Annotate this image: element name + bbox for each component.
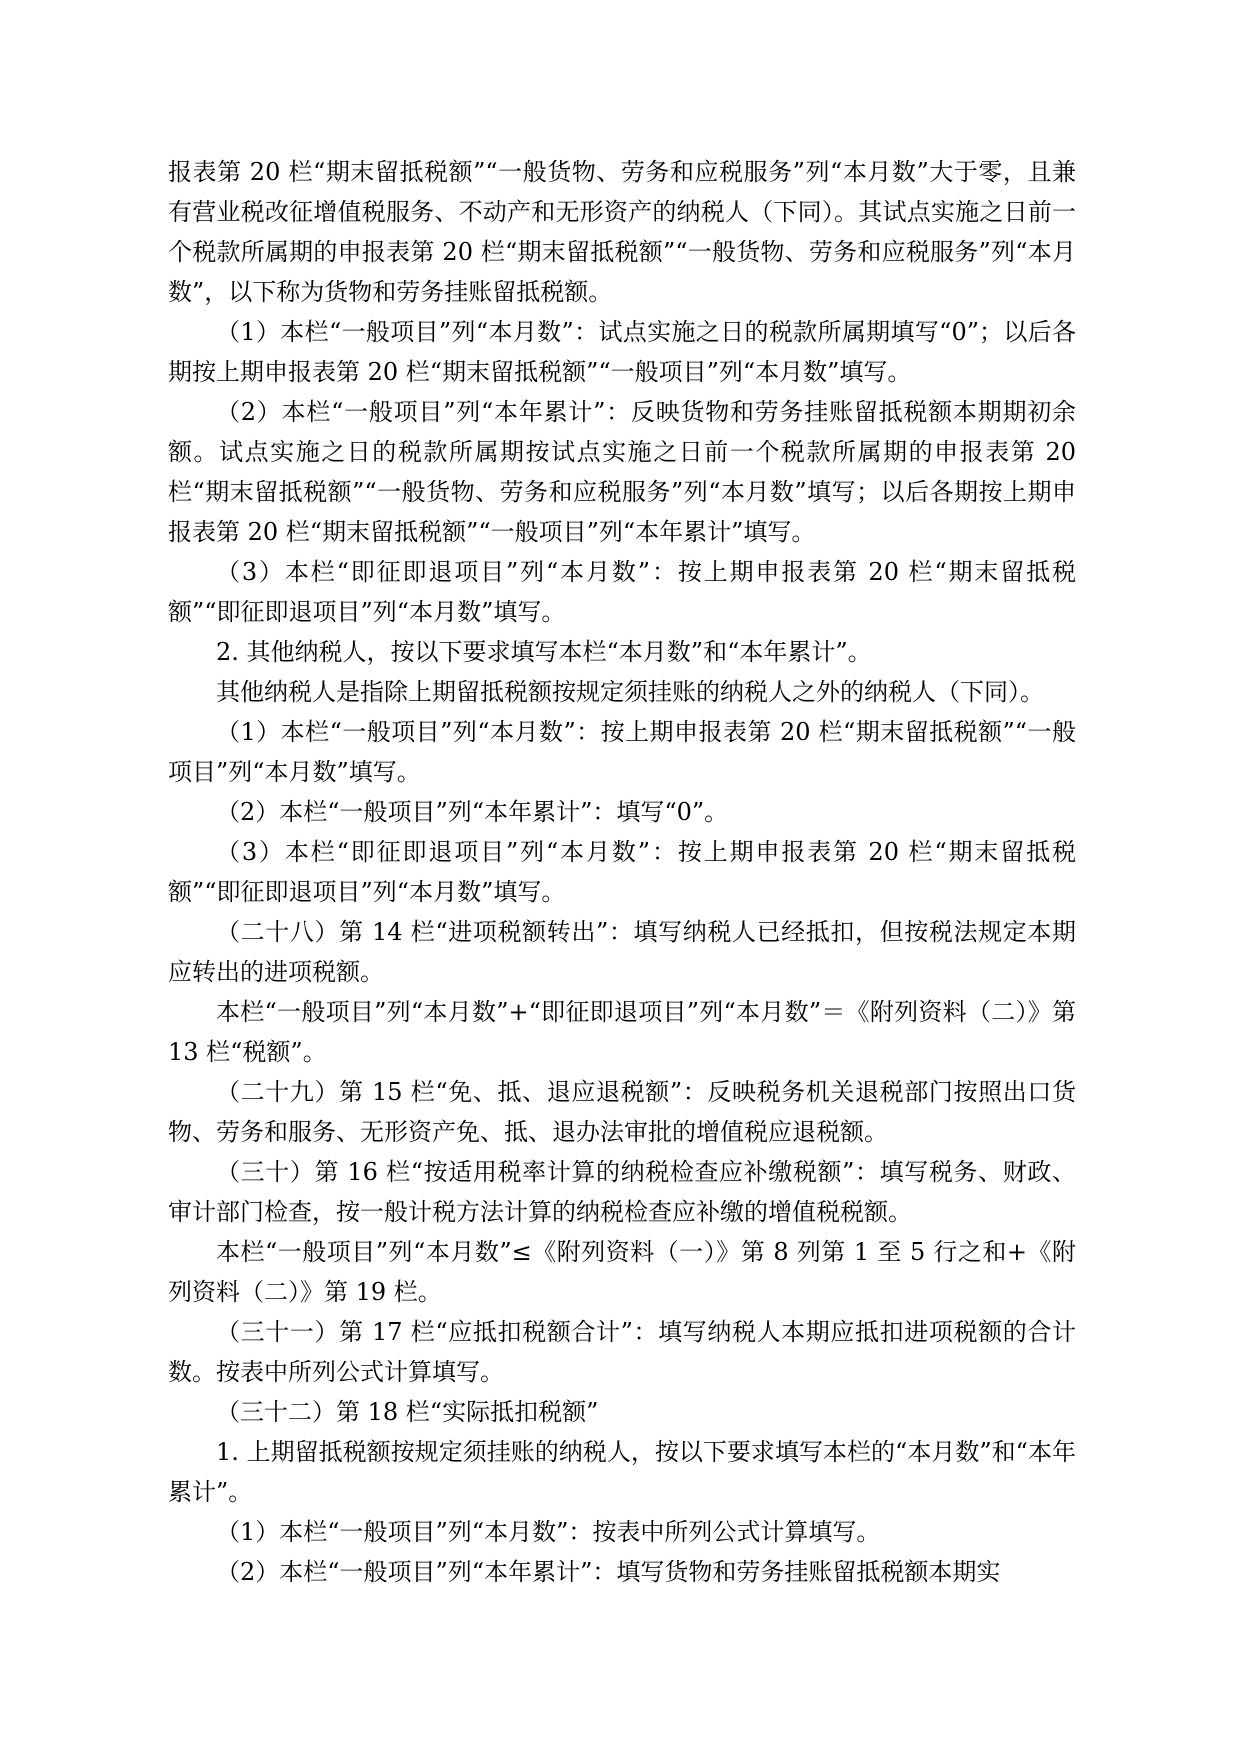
paragraph: （3）本栏“即征即退项目”列“本月数”：按上期申报表第 20 栏“期末留抵税额”“即征即退项目”列“本月数”填写。 xyxy=(168,558,1076,626)
paragraph: （3）本栏“即征即退项目”列“本月数”：按上期申报表第 20 栏“期末留抵税额”“即征即退项目”列“本月数”填写。 xyxy=(168,838,1076,906)
paragraph: 本栏“一般项目”列“本月数”≤《附列资料（一）》第 8 列第 1 至 5 行之和+《附列资料（二）》第 19 栏。 xyxy=(168,1238,1076,1306)
paragraph: （2）本栏“一般项目”列“本年累计”：反映货物和劳务挂账留抵税额本期期初余额。试点实施之日的税款所属期按试点实施之日前一个税款所属期的申报表第 20 栏“期末留抵税额”“一般货物、劳务和应税服务”列“本月数”填写；以后各期按上期申报表第 20 栏“期末留抵税额”“一般项目”列“本年累计”填写。 xyxy=(168,398,1076,546)
paragraph: （1）本栏“一般项目”列“本月数”：试点实施之日的税款所属期填写“0”；以后各期按上期申报表第 20 栏“期末留抵税额”“一般项目”列“本月数”填写。 xyxy=(168,318,1076,386)
paragraph: 本栏“一般项目”列“本月数”+“即征即退项目”列“本月数”＝《附列资料（二）》第 13 栏“税额”。 xyxy=(168,998,1076,1066)
paragraph: 报表第 20 栏“期末留抵税额”“一般货物、劳务和应税服务”列“本月数”大于零，且兼有营业税改征增值税服务、不动产和无形资产的纳税人（下同）。其试点实施之日前一个税款所属期的申报表第 20 栏“期末留抵税额”“一般货物、劳务和应税服务”列“本月数”，以下称为货物和劳务挂账留抵税额。 xyxy=(168,158,1076,306)
paragraph: （二十八）第 14 栏“进项税额转出”：填写纳税人已经抵扣，但按税法规定本期应转出的进项税额。 xyxy=(168,918,1076,986)
paragraph: （2）本栏“一般项目”列“本年累计”：填写货物和劳务挂账留抵税额本期实 xyxy=(216,1558,1001,1586)
paragraph: （二十九）第 15 栏“免、抵、退应退税额”：反映税务机关退税部门按照出口货物、劳务和服务、无形资产免、抵、退办法审批的增值税应退税额。 xyxy=(168,1078,1076,1146)
paragraph: （1）本栏“一般项目”列“本月数”：按表中所列公式计算填写。 xyxy=(216,1518,881,1546)
paragraph: （1）本栏“一般项目”列“本月数”：按上期申报表第 20 栏“期末留抵税额”“一般项目”列“本月数”填写。 xyxy=(168,718,1076,786)
paragraph: （三十）第 16 栏“按适用税率计算的纳税检查应补缴税额”：填写税务、财政、审计部门检查，按一般计税方法计算的纳税检查应补缴的增值税税额。 xyxy=(168,1158,1076,1226)
paragraph: 2. 其他纳税人，按以下要求填写本栏“本月数”和“本年累计”。 xyxy=(216,638,872,666)
paragraph: （三十一）第 17 栏“应抵扣税额合计”：填写纳税人本期应抵扣进项税额的合计数。按表中所列公式计算填写。 xyxy=(168,1318,1076,1386)
paragraph: （三十二）第 18 栏“实际抵扣税额” xyxy=(216,1398,599,1426)
paragraph: 1. 上期留抵税额按规定须挂账的纳税人，按以下要求填写本栏的“本月数”和“本年累计”。 xyxy=(168,1438,1076,1506)
body-text xyxy=(168,152,1076,1592)
paragraph: （2）本栏“一般项目”列“本年累计”：填写“0”。 xyxy=(216,798,729,826)
paragraph: 其他纳税人是指除上期留抵税额按规定须挂账的纳税人之外的纳税人（下同）。 xyxy=(216,678,1044,706)
